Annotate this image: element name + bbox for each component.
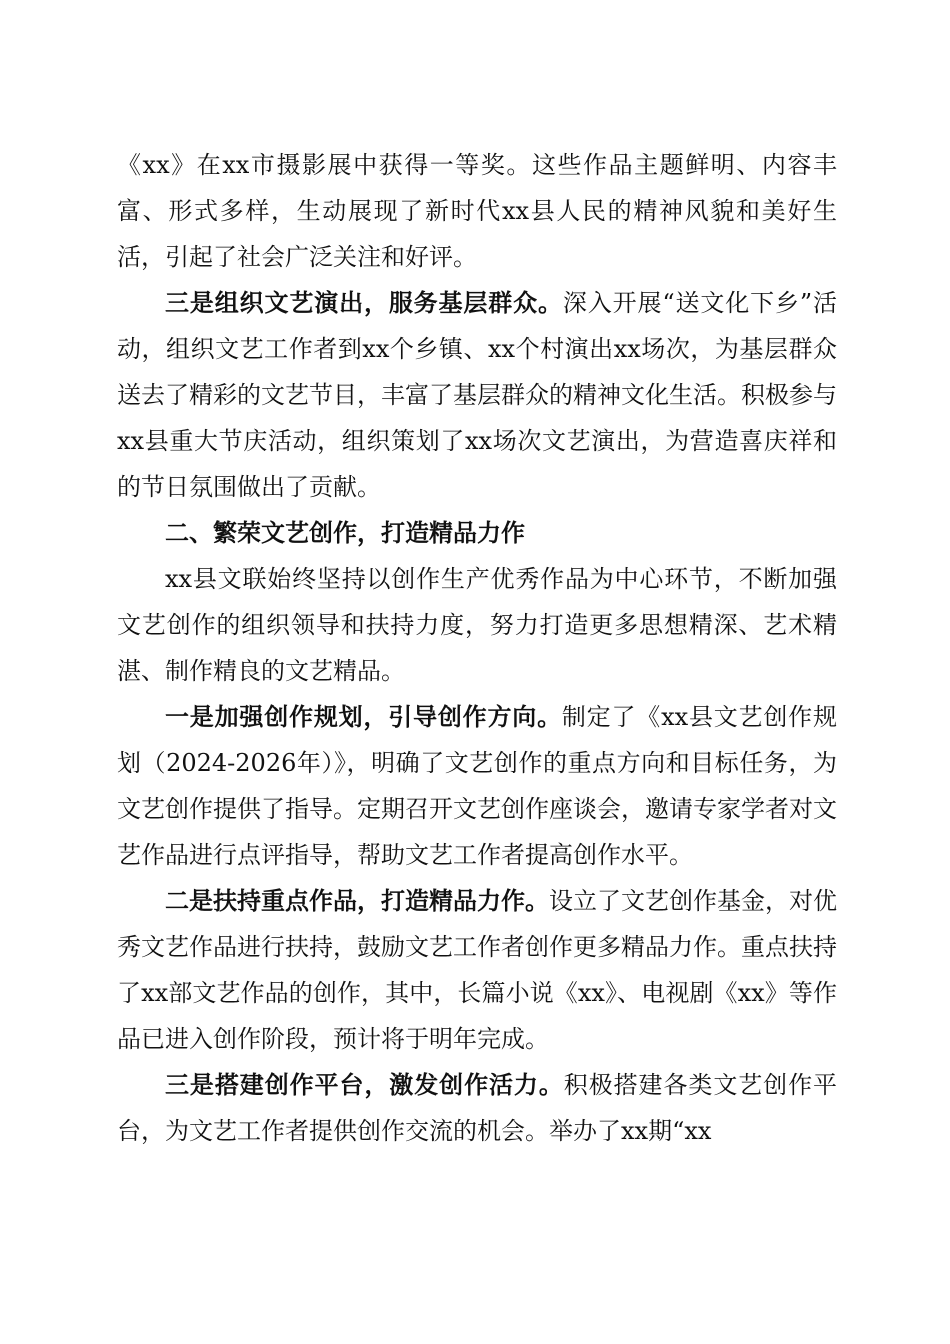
document-page — [117, 142, 837, 1154]
paragraph-lead: 三是搭建创作平台，激发创作活力。 — [165, 1070, 564, 1099]
paragraph-lead: 三是组织文艺演出，服务基层群众。 — [165, 288, 563, 317]
paragraph-performances — [117, 280, 837, 510]
paragraph-lead: 二是扶持重点作品，打造精品力作。 — [165, 886, 549, 915]
paragraph-body: 设立了文艺创作基金，对优秀文艺作品进行扶持，鼓励文艺工作者创作更多精品力作。重点扶持了xx部文艺作品的创作，其中，长篇小说《xx》、电视剧《xx》等作品已进入创作阶段，预计将于明年完成。 — [117, 887, 837, 1053]
paragraph-support — [117, 878, 837, 1062]
paragraph-continuation: 《xx》在xx市摄影展中获得一等奖。这些作品主题鲜明、内容丰富、形式多样，生动展现了新时代xx县人民的精神风貌和美好生活，引起了社会广泛关注和好评。 — [117, 151, 837, 271]
paragraph-intro: xx县文联始终坚持以创作生产优秀作品为中心环节，不断加强文艺创作的组织领导和扶持力度，努力打造更多思想精深、艺术精湛、制作精良的文艺精品。 — [117, 565, 837, 685]
section-heading: 二、繁荣文艺创作，打造精品力作 — [165, 519, 525, 547]
paragraph-body: 制定了《xx县文艺创作规划（2024-2026年）》，明确了文艺创作的重点方向和目标任务，为文艺创作提供了指导。定期召开文艺创作座谈会，邀请专家学者对文艺作品进行点评指导，帮助文艺工作者提高创作水平。 — [117, 703, 837, 869]
paragraph-planning — [117, 694, 837, 878]
paragraph-body: 深入开展“送文化下乡”活动，组织文艺工作者到xx个乡镇、xx个村演出xx场次，为基层群众送去了精彩的文艺节目，丰富了基层群众的精神文化生活。积极参与xx县重大节庆活动，组织策划了xx场次文艺演出，为营造喜庆祥和的节日氛围做出了贡献。 — [117, 289, 837, 501]
paragraph-body: 积极搭建各类文艺创作平台，为文艺工作者提供创作交流的机会。举办了xx期“xx — [117, 1071, 838, 1145]
paragraph-platform — [117, 1062, 837, 1154]
paragraph-lead: 一是加强创作规划，引导创作方向。 — [165, 702, 562, 731]
